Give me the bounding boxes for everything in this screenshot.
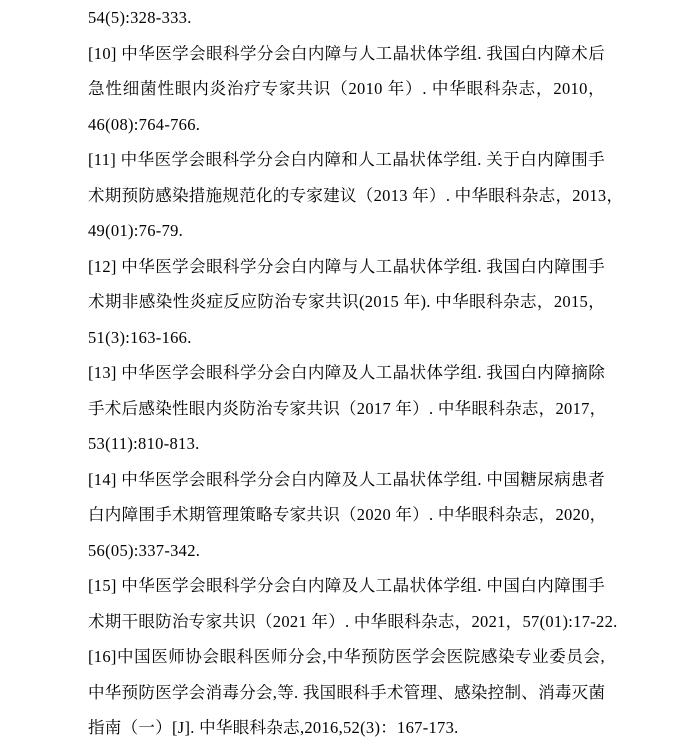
reference-line: [11] 中华医学会眼科学分会白内障和人工晶状体学组. 关于白内障围手 (88, 150, 605, 169)
reference-line: 53(11):810-813. (88, 434, 200, 453)
reference-entry (88, 355, 605, 462)
reference-entry (88, 462, 605, 569)
reference-line: 白内障围手术期管理策略专家共识（2020 年）. 中华眼科杂志，2020， (88, 505, 607, 524)
reference-line: 中华预防医学会消毒分会,等. 我国眼科手术管理、感染控制、消毒灭菌 (88, 682, 606, 702)
reference-entry (88, 36, 605, 143)
reference-line: 手术后感染性眼内炎防治专家共识（2017 年）. 中华眼科杂志，2017， (88, 398, 607, 418)
reference-line: [15] 中华医学会眼科学分会白内障及人工晶状体学组. 中国白内障围手 (88, 576, 605, 595)
reference-line: [13] 中华医学会眼科学分会白内障及人工晶状体学组. 我国白内障摘除 (88, 363, 605, 382)
reference-line: [12] 中华医学会眼科学分会白内障与人工晶状体学组. 我国白内障围手 (88, 256, 605, 276)
reference-line: [14] 中华医学会眼科学分会白内障及人工晶状体学组. 中国糖尿病患者 (88, 469, 605, 489)
reference-line: [10] 中华医学会眼科学分会白内障与人工晶状体学组. 我国白内障术后 (88, 43, 605, 63)
reference-line: 术期干眼防治专家共识（2021 年）. 中华眼科杂志，2021，57(01):17-22. (88, 611, 618, 631)
reference-entry (88, 568, 618, 639)
reference-entry (88, 249, 605, 356)
reference-line: 指南（一）[J]. 中华眼科杂志,2016,52(3)：167-173. (88, 718, 459, 737)
reference-line: 术期预防感染措施规范化的专家建议（2013 年）. 中华眼科杂志，2013， (88, 185, 624, 205)
reference-line: 49(01):76-79. (88, 221, 184, 240)
reference-line: 术期非感染性炎症反应防治专家共识(2015 年). 中华眼科杂志，2015， (88, 292, 605, 311)
reference-entry (88, 142, 624, 249)
reference-line: [16]中国医师协会眼科医师分会,中华预防医学会医院感染专业委员会, (88, 647, 605, 666)
reference-line: 急性细菌性眼内炎治疗专家共识（2010 年）. 中华眼科杂志，2010， (88, 79, 605, 98)
reference-line: 56(05):337-342. (88, 540, 201, 560)
reference-list (88, 0, 624, 746)
reference-entry (88, 639, 605, 746)
reference-entry (88, 0, 605, 36)
reference-line: 54(5):328-333. (88, 8, 192, 27)
reference-line: 51(3):163-166. (88, 327, 192, 347)
reference-line: 46(08):764-766. (88, 114, 201, 134)
